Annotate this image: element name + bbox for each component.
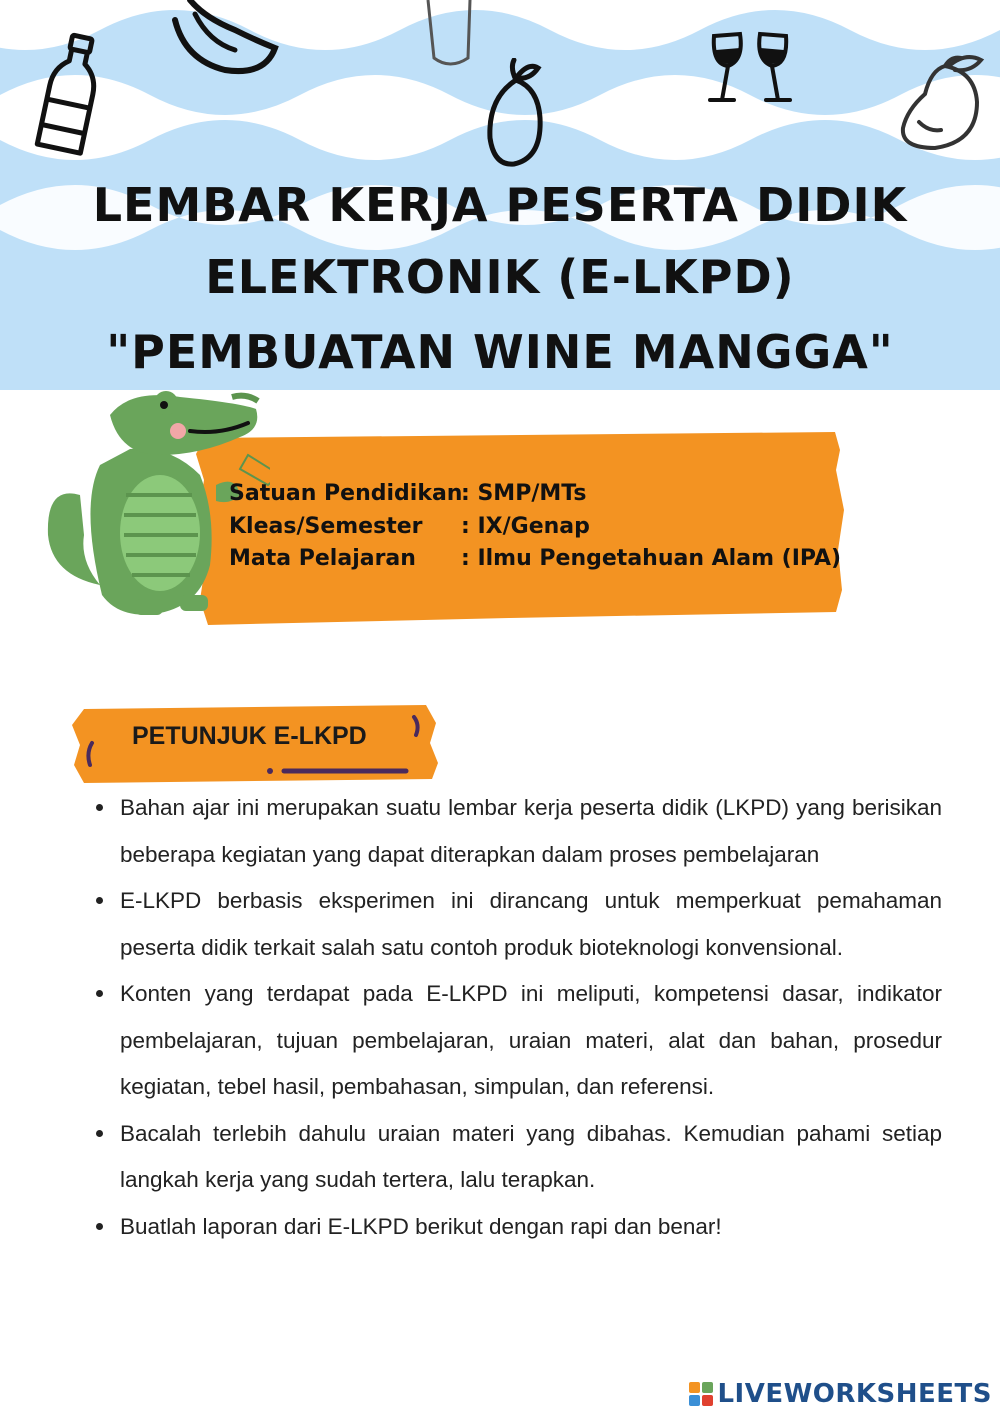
liveworksheets-mark-icon [689, 1382, 713, 1406]
info-table [229, 478, 841, 576]
list-item: E-LKPD berbasis eksperimen ini dirancang untuk memperkuat pemahaman peserta didik terkait salah satu contoh produk bioteknologi konvensional. [120, 878, 942, 971]
info-label: Satuan Pendidikan [229, 481, 463, 506]
info-value: : Ilmu Pengetahuan Alam (IPA) [461, 546, 842, 571]
brand-name: LIVEWORKSHEETS [717, 1379, 992, 1409]
section-title: PETUNJUK E-LKPD [132, 722, 367, 750]
header-banner [0, 0, 1000, 390]
wine-glasses-icon [700, 30, 800, 110]
banana-icon [165, 0, 285, 80]
info-label: Mata Pelajaran [229, 546, 416, 571]
bottle-icon [34, 32, 108, 160]
list-item: Bacalah terlebih dahulu uraian materi yang dibahas. Kemudian pahami setiap langkah kerja yang sudah tertera, lalu terapkan. [120, 1111, 942, 1204]
glass-bottle-icon [420, 0, 480, 70]
info-value: : IX/Genap [461, 513, 590, 539]
list-item: Konten yang terdapat pada E-LKPD ini meliputi, kompetensi dasar, indikator pembelajaran, tujuan pembelajaran, uraian materi, alat dan bahan, prosedur kegiatan, tebel hasil, pembahasan, simpulan, dan referensi. [120, 971, 942, 1111]
info-row-subject [229, 543, 841, 576]
mango-icon [480, 58, 552, 170]
mango-leaf-icon [895, 52, 987, 152]
liveworksheets-logo[interactable] [689, 1378, 992, 1410]
info-row-education-unit [229, 478, 841, 511]
page-title-line2: ELEKTRONIK (E-LKPD) [205, 250, 795, 304]
page-title-line3: "PEMBUATAN WINE MANGGA" [106, 325, 894, 379]
info-label: Kleas/Semester [229, 513, 423, 539]
list-item: Bahan ajar ini merupakan suatu lembar kerja peserta didik (LKPD) yang berisikan beberapa kegiatan yang dapat diterapkan dalam proses pembelajaran [120, 785, 942, 878]
info-value: : SMP/MTs [461, 481, 587, 506]
info-row-class-semester [229, 511, 841, 544]
instruction-list [120, 785, 942, 1250]
list-item: Buatlah laporan dari E-LKPD berikut dengan rapi dan benar! [120, 1204, 942, 1251]
page-title-line1: LEMBAR KERJA PESERTA DIDIK [92, 178, 908, 232]
